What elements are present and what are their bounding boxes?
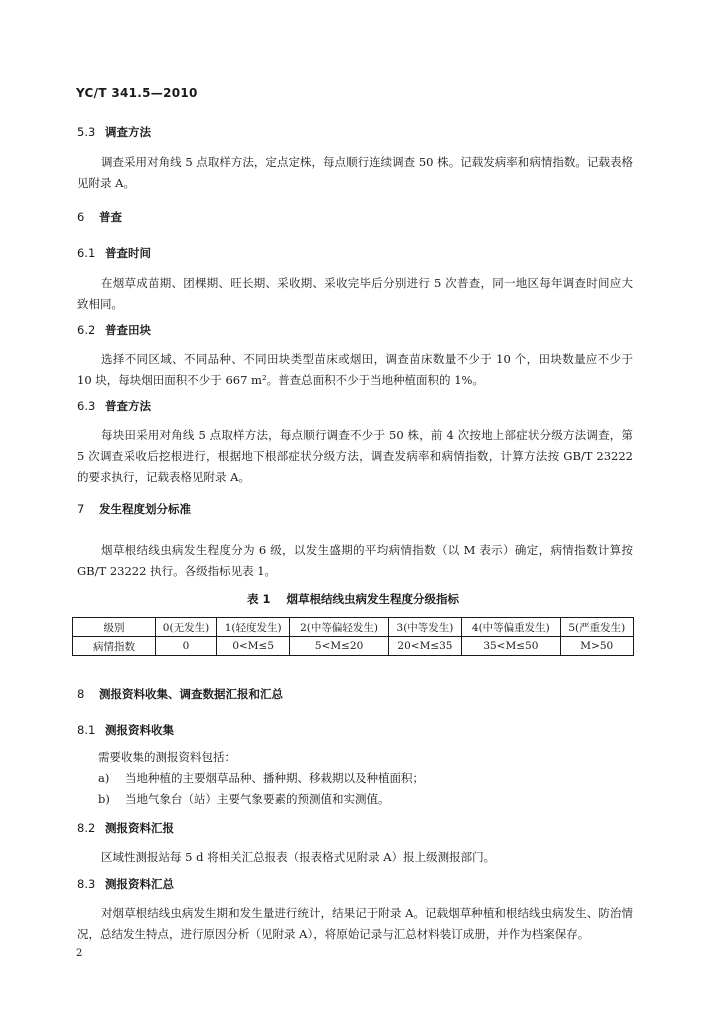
section-number: 6 xyxy=(77,210,85,224)
section-8-3-heading xyxy=(77,876,174,892)
section-number: 6.2 xyxy=(77,323,96,337)
section-title: 测报资料汇报 xyxy=(105,821,174,835)
table-cell: 0<M≤5 xyxy=(216,637,289,656)
section-6-2-heading xyxy=(77,322,151,338)
section-title: 普查方法 xyxy=(105,399,151,413)
table-row xyxy=(73,637,634,656)
table-row xyxy=(73,618,634,637)
table-row-header: 级别 xyxy=(73,618,156,637)
section-number: 5.3 xyxy=(77,125,96,139)
section-7-text: 烟草根结线虫病发生程度分为 6 级，以发生盛期的平均病情指数（以 M 表示）确定，病情指数计算按 GB/T 23222 执行。各级指标见表 1。 xyxy=(77,543,633,578)
table-label: 表 1 xyxy=(246,592,271,606)
section-number: 8.1 xyxy=(77,723,96,737)
table-cell: 4(中等偏重发生) xyxy=(462,618,560,637)
section-title: 发生程度划分标准 xyxy=(99,502,191,516)
section-5-3-text: 调查采用对角线 5 点取样方法，定点定株，每点顺行连续调查 50 株。记载发病率和病情指数。记载表格见附录 A。 xyxy=(77,155,633,190)
section-6-heading xyxy=(77,209,122,225)
section-title: 普查田块 xyxy=(105,323,151,337)
section-number: 8.2 xyxy=(77,821,96,835)
table-cell: 20<M≤35 xyxy=(388,637,461,656)
section-6-2-text: 选择不同区域、不同品种、不同田块类型苗床或烟田，调查苗床数量不少于 10 个，田块数量应不少于 10 块，每块烟田面积不少于 667 m²。普查总面积不少于当地种植面积的 1%。 xyxy=(77,352,633,387)
page-number: 2 xyxy=(76,948,83,959)
section-title: 普查 xyxy=(99,210,122,224)
section-8-1-intro: 需要收集的测报资料包括： xyxy=(98,750,236,764)
table-cell: 5<M≤20 xyxy=(290,637,388,656)
list-marker: b) xyxy=(98,792,110,806)
section-5-3-heading xyxy=(77,124,151,140)
section-title: 调查方法 xyxy=(105,125,151,139)
document-code: YC/T 341.5—2010 xyxy=(76,86,198,100)
section-8-1-heading xyxy=(77,722,174,738)
section-8-2-text: 区域性测报站每 5 d 将相关汇总报表（报表格式见附录 A）报上级测报部门。 xyxy=(101,850,496,864)
section-number: 6.3 xyxy=(77,399,96,413)
section-6-1-heading xyxy=(77,245,151,261)
table-title: 烟草根结线虫病发生程度分级指标 xyxy=(286,592,459,606)
section-8-2-heading xyxy=(77,820,174,836)
section-number: 8.3 xyxy=(77,877,96,891)
section-number: 7 xyxy=(77,502,85,516)
section-number: 8 xyxy=(77,687,85,701)
table-cell: 2(中等偏轻发生) xyxy=(290,618,388,637)
table-1-caption xyxy=(0,591,706,607)
table-cell: M>50 xyxy=(560,637,633,656)
table-cell: 5(严重发生) xyxy=(560,618,633,637)
list-item xyxy=(98,791,390,807)
section-title: 测报资料收集、调查数据汇报和汇总 xyxy=(99,687,283,701)
section-8-heading xyxy=(77,686,283,702)
table-cell: 0(无发生) xyxy=(156,618,217,637)
section-8-3-text: 对烟草根结线虫病发生期和发生量进行统计，结果记于附录 A。记载烟草种植和根结线虫病发生、防治情况，总结发生特点，进行原因分析（见附录 A），将原始记录与汇总材料装订成册，并作为档案保存。 xyxy=(77,906,633,941)
table-cell: 35<M≤50 xyxy=(462,637,560,656)
section-title: 测报资料收集 xyxy=(105,723,174,737)
table-cell: 1(轻度发生) xyxy=(216,618,289,637)
table-cell: 0 xyxy=(156,637,217,656)
list-item xyxy=(98,770,424,786)
grade-table xyxy=(72,617,634,656)
section-6-3-heading xyxy=(77,398,151,414)
list-item-text: 当地种植的主要烟草品种、播种期、移栽期以及种植面积； xyxy=(125,771,424,785)
section-7-heading xyxy=(77,501,191,517)
table-row-header: 病情指数 xyxy=(73,637,156,656)
list-item-text: 当地气象台（站）主要气象要素的预测值和实测值。 xyxy=(125,792,390,806)
list-marker: a) xyxy=(98,771,110,785)
section-6-3-text: 每块田采用对角线 5 点取样方法，每点顺行调查不少于 50 株，前 4 次按地上部症状分级方法调查，第 5 次调查采收后挖根进行，根据地下根部症状分级方法，调查发病率和病情指数，计算方法按 GB/T 23222 的要求执行，记载表格见附录 A。 xyxy=(77,428,633,484)
section-number: 6.1 xyxy=(77,246,96,260)
section-title: 测报资料汇总 xyxy=(105,877,174,891)
section-title: 普查时间 xyxy=(105,246,151,260)
table-cell: 3(中等发生) xyxy=(388,618,461,637)
section-6-1-text: 在烟草成苗期、团棵期、旺长期、采收期、采收完毕后分别进行 5 次普查，同一地区每年调查时间应大致相同。 xyxy=(77,276,633,311)
